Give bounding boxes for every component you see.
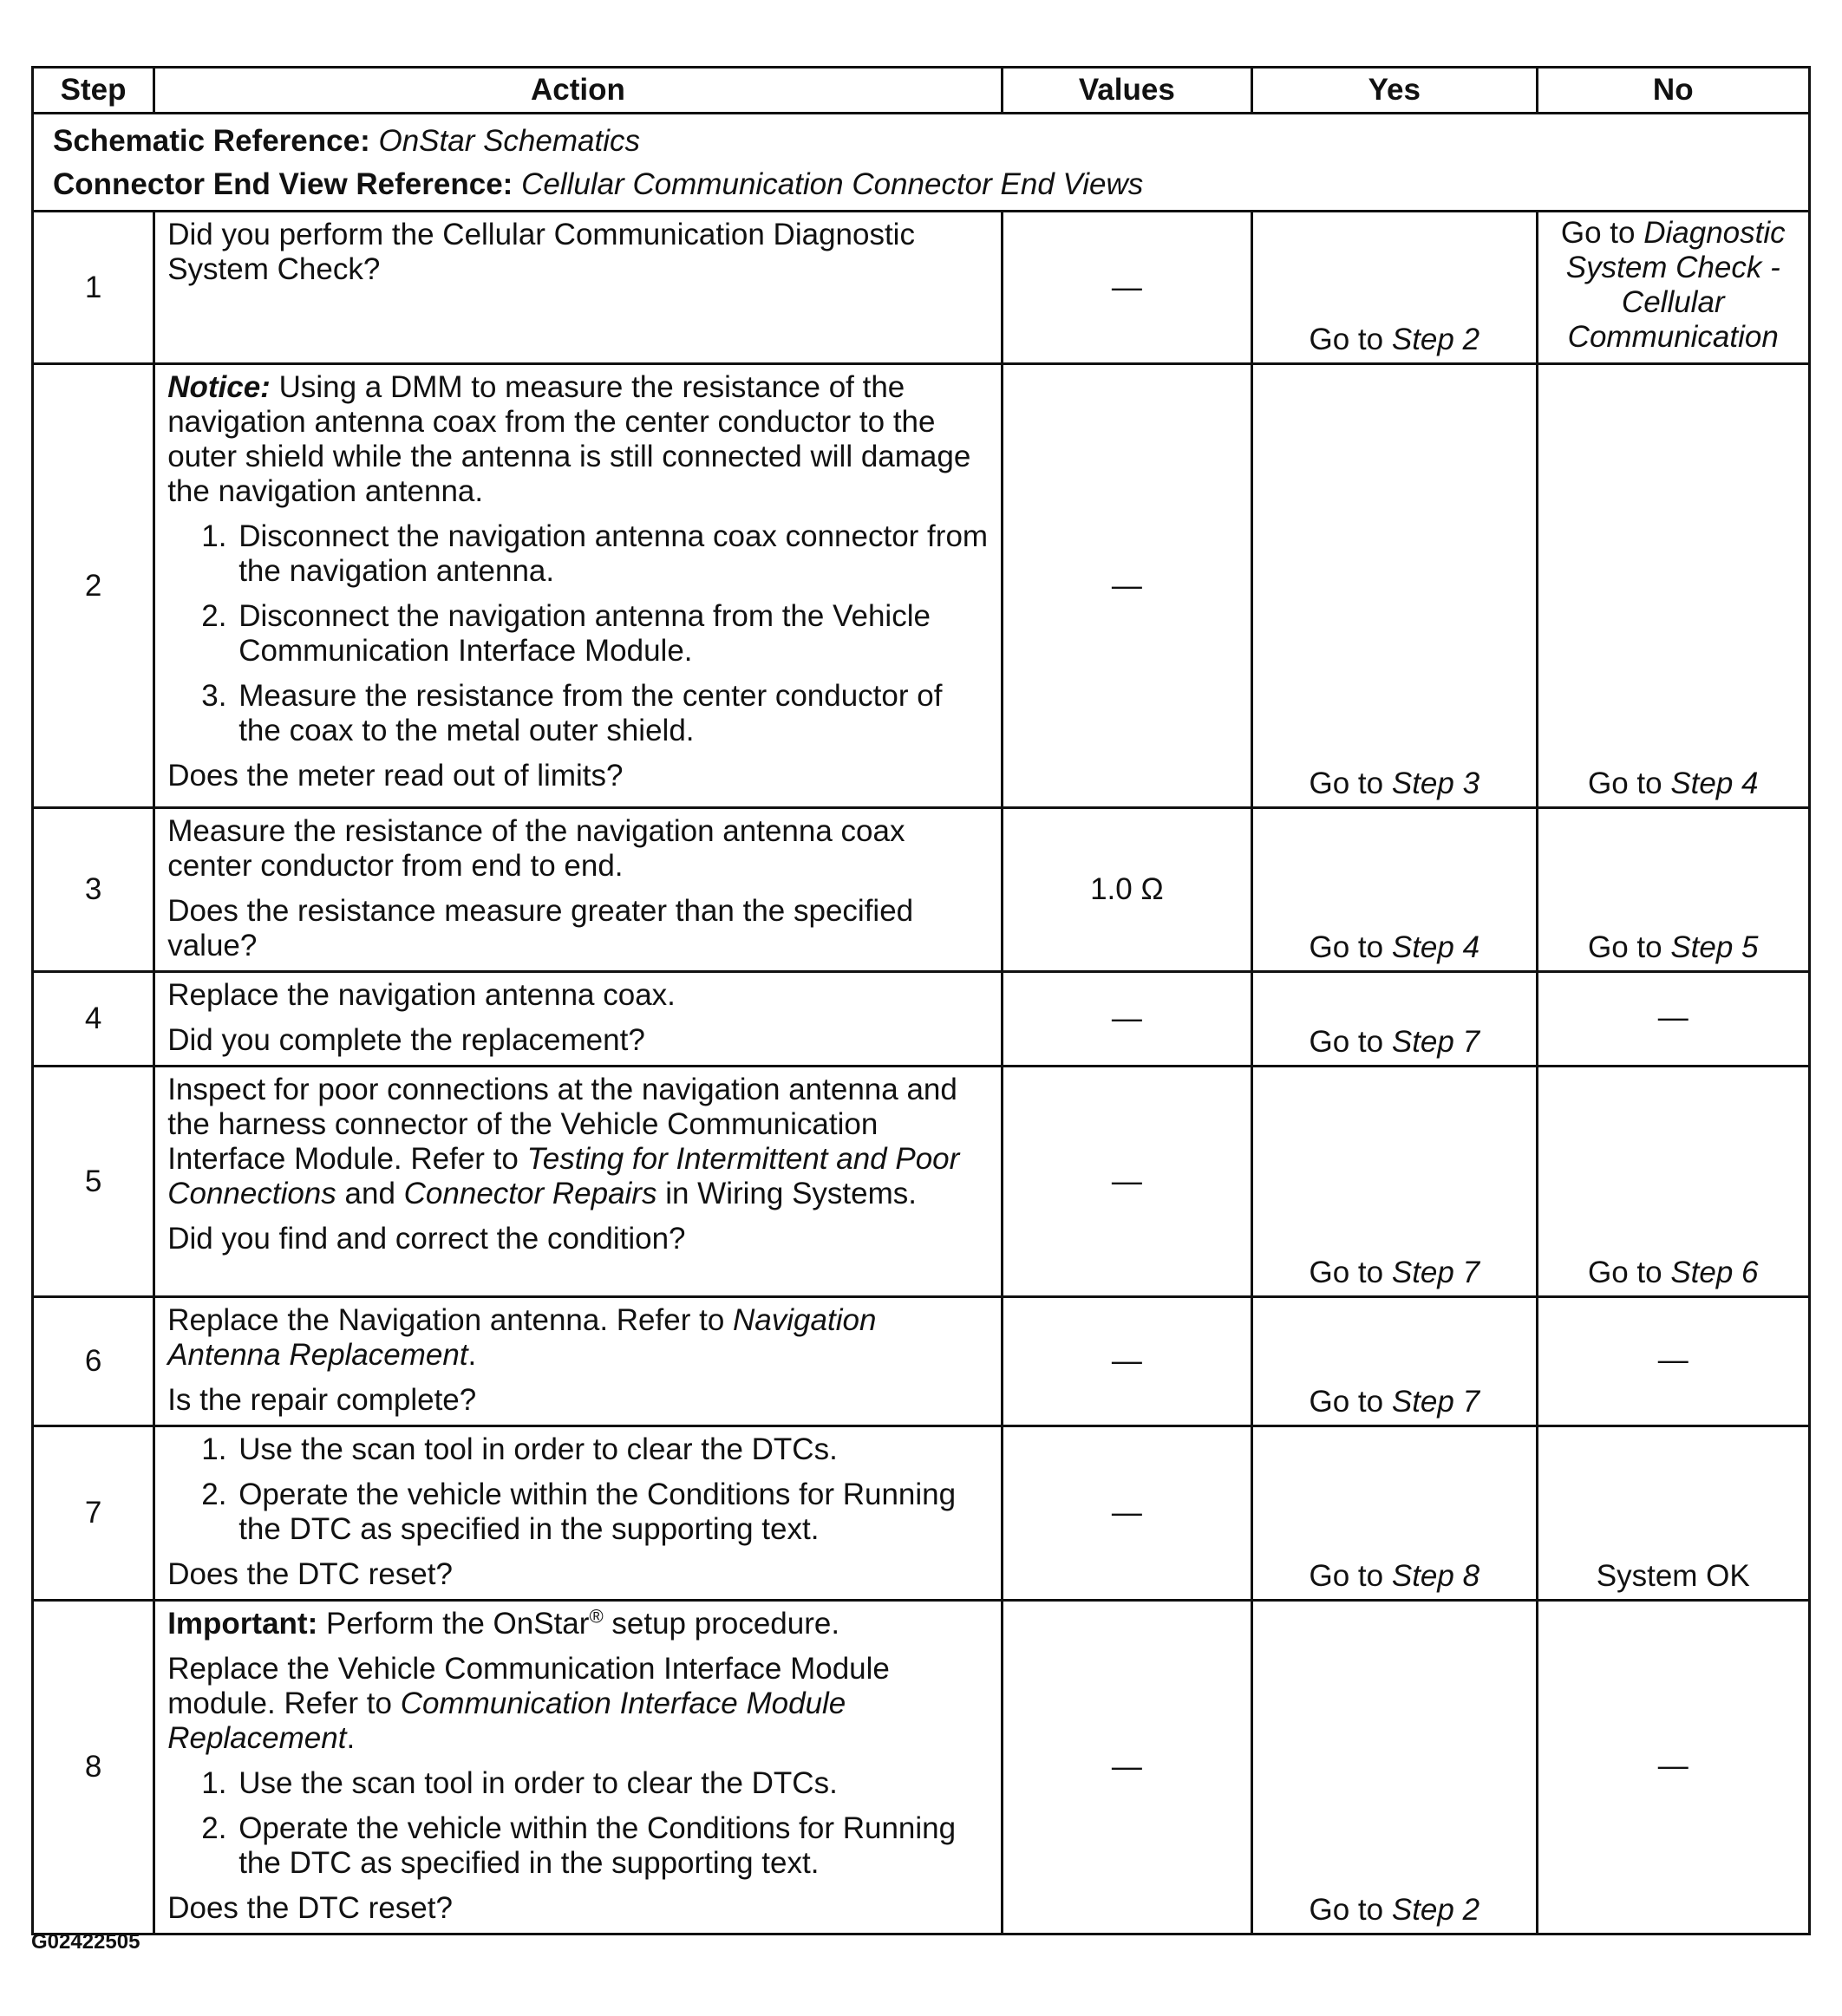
header-no: No: [1537, 68, 1809, 114]
step-instruction: Measure the resistance of the navigation antenna coax center conductor from end to end.: [167, 814, 905, 883]
table-row: [33, 1601, 1810, 1934]
step-yes: [1252, 212, 1537, 364]
schematic-reference: [53, 120, 1789, 163]
important-paragraph: [167, 1607, 988, 1641]
step-number: 1: [33, 212, 154, 364]
step-question: Does the DTC reset?: [167, 1557, 453, 1591]
step-values: —: [1002, 1067, 1251, 1297]
step-no: —: [1537, 1297, 1809, 1426]
step-link[interactable]: Step 7: [1391, 1025, 1480, 1059]
connector-reference: [53, 163, 1789, 206]
instruction-text: Replace the Navigation antenna. Refer to: [167, 1303, 725, 1337]
go-to-text: Go to: [1587, 767, 1662, 800]
go-to-text: Go to: [1309, 1385, 1384, 1419]
step-yes: [1252, 972, 1537, 1067]
instruction-text: Replace the Vehicle Communication Interface Module module. Refer to: [167, 1652, 890, 1720]
step-no: [1537, 1067, 1809, 1297]
go-to-text: Go to: [1309, 323, 1384, 356]
step-number: 7: [33, 1426, 154, 1601]
step-no: —: [1537, 972, 1809, 1067]
step-values: —: [1002, 972, 1251, 1067]
step-values: —: [1002, 1297, 1251, 1426]
step-question: Did you complete the replacement?: [167, 1023, 645, 1057]
step-yes: [1252, 1601, 1537, 1934]
diagnostic-link-line4[interactable]: Communication: [1567, 320, 1779, 354]
communication-module-replacement-link[interactable]: Communication Interface Module Replacement: [167, 1687, 846, 1755]
step-values: —: [1002, 364, 1251, 808]
step-values: —: [1002, 1426, 1251, 1601]
step-action: [154, 1067, 1002, 1297]
header-yes: Yes: [1252, 68, 1537, 114]
step-link[interactable]: Step 2: [1391, 323, 1480, 356]
go-to-text: Go to: [1309, 767, 1384, 800]
step-yes: [1252, 808, 1537, 972]
list-item: 2. Disconnect the navigation antenna from the Vehicle Communication Interface Module.: [235, 599, 988, 669]
go-to-text: Go to: [1587, 1256, 1662, 1289]
go-to-text: Go to: [1309, 1893, 1384, 1927]
notice-label: Notice:: [167, 370, 271, 404]
step-question: Is the repair complete?: [167, 1383, 477, 1417]
table-row: [33, 1297, 1810, 1426]
important-text: setup procedure.: [611, 1607, 840, 1641]
step-instruction: [167, 1652, 988, 1756]
step-action: [154, 1601, 1002, 1934]
instruction-text: .: [346, 1721, 356, 1755]
step-link[interactable]: Step 4: [1391, 930, 1480, 964]
step-action: [154, 808, 1002, 972]
diagnostic-link-line2[interactable]: System Check -: [1565, 251, 1780, 284]
procedure-list: [167, 519, 988, 748]
step-link[interactable]: Step 7: [1391, 1385, 1480, 1419]
step-instruction: Replace the navigation antenna coax.: [167, 978, 676, 1012]
table-row: [33, 808, 1810, 972]
notice-paragraph: [167, 370, 988, 509]
step-instruction: [167, 1073, 988, 1211]
instruction-text: Inspect for poor connections at the navigation antenna and the harness connector of the Vehicle Communication Interface Module. Refer to: [167, 1073, 957, 1176]
step-number: 3: [33, 808, 154, 972]
step-link[interactable]: Step 6: [1670, 1256, 1759, 1289]
schematic-reference-label: Schematic Reference:: [53, 124, 370, 158]
connector-reference-label: Connector End View Reference:: [53, 167, 513, 201]
step-link[interactable]: Step 2: [1391, 1893, 1480, 1927]
step-number: 2: [33, 364, 154, 808]
step-question: Did you perform the Cellular Communication Diagnostic System Check?: [167, 218, 915, 286]
step-question: Does the resistance measure greater than the specified value?: [167, 894, 914, 962]
reference-row: [33, 114, 1810, 212]
step-link[interactable]: Step 5: [1670, 930, 1759, 964]
table-row: [33, 212, 1810, 364]
step-action: [154, 364, 1002, 808]
header-values: Values: [1002, 68, 1251, 114]
step-link[interactable]: Step 7: [1391, 1256, 1480, 1289]
instruction-text: in Wiring Systems.: [665, 1177, 917, 1210]
header-action: Action: [154, 68, 1002, 114]
header-row: [33, 68, 1810, 114]
reference-cell: [33, 114, 1810, 212]
step-values: —: [1002, 212, 1251, 364]
connector-repairs-link[interactable]: Connector Repairs: [403, 1177, 657, 1210]
instruction-text: and: [344, 1177, 395, 1210]
step-action: [154, 972, 1002, 1067]
instruction-text: .: [467, 1338, 477, 1372]
figure-id: G02422505: [31, 1930, 140, 1954]
step-instruction: [167, 1303, 988, 1373]
go-to-text: Go to: [1309, 1256, 1384, 1289]
step-number: 6: [33, 1297, 154, 1426]
step-values: —: [1002, 1601, 1251, 1934]
important-text: Perform the OnStar: [325, 1607, 590, 1641]
diagnostic-link-line1[interactable]: Diagnostic: [1643, 216, 1786, 250]
step-link[interactable]: Step 4: [1670, 767, 1759, 800]
list-item: 1. Use the scan tool in order to clear the DTCs.: [235, 1432, 988, 1467]
go-to-text: Go to: [1560, 216, 1636, 250]
notice-text: Using a DMM to measure the resistance of the navigation antenna coax from the center conductor to the outer shield while the antenna is still connected will damage the navigation antenna.: [167, 370, 971, 508]
registered-mark: ®: [589, 1605, 604, 1628]
list-item: 3. Measure the resistance from the center conductor of the coax to the metal outer shield.: [235, 679, 988, 748]
navigation-antenna-replacement-link[interactable]: Navigation Antenna Replacement: [167, 1303, 877, 1372]
step-yes: [1252, 1067, 1537, 1297]
step-action: [154, 212, 1002, 364]
go-to-text: Go to: [1309, 1559, 1384, 1593]
table-row: [33, 364, 1810, 808]
procedure-list: [167, 1432, 988, 1547]
step-values: 1.0 Ω: [1002, 808, 1251, 972]
step-yes: [1252, 1426, 1537, 1601]
step-no: [1537, 808, 1809, 972]
step-no: —: [1537, 1601, 1809, 1934]
step-question: Did you find and correct the condition?: [167, 1222, 686, 1256]
schematic-reference-link[interactable]: OnStar Schematics: [378, 124, 640, 158]
procedure-list: [167, 1766, 988, 1881]
table-row: [33, 1067, 1810, 1297]
connector-reference-link[interactable]: Cellular Communication Connector End Views: [521, 167, 1144, 201]
testing-connections-link[interactable]: Testing for Intermittent and Poor Connections: [167, 1142, 960, 1210]
list-item: 1. Disconnect the navigation antenna coax connector from the navigation antenna.: [235, 519, 988, 589]
list-item: 2. Operate the vehicle within the Conditions for Running the DTC as specified in the supporting text.: [235, 1478, 988, 1547]
step-question: Does the DTC reset?: [167, 1891, 453, 1925]
go-to-text: Go to: [1309, 930, 1384, 964]
header-step: Step: [33, 68, 154, 114]
table-row: [33, 1426, 1810, 1601]
diagnostic-table: [31, 66, 1811, 1935]
step-yes: [1252, 1297, 1537, 1426]
step-link[interactable]: Step 3: [1391, 767, 1480, 800]
step-question: Does the meter read out of limits?: [167, 759, 624, 793]
step-number: 5: [33, 1067, 154, 1297]
important-label: Important:: [167, 1607, 318, 1641]
step-link[interactable]: Step 8: [1391, 1559, 1480, 1593]
step-action: [154, 1426, 1002, 1601]
step-action: [154, 1297, 1002, 1426]
table-row: [33, 972, 1810, 1067]
step-number: 4: [33, 972, 154, 1067]
step-no: System OK: [1537, 1426, 1809, 1601]
list-item: 2. Operate the vehicle within the Conditions for Running the DTC as specified in the supporting text.: [235, 1811, 988, 1881]
step-yes: [1252, 364, 1537, 808]
go-to-text: Go to: [1309, 1025, 1384, 1059]
step-no: [1537, 212, 1809, 364]
go-to-text: Go to: [1587, 930, 1662, 964]
step-number: 8: [33, 1601, 154, 1934]
step-no: [1537, 364, 1809, 808]
list-item: 1. Use the scan tool in order to clear the DTCs.: [235, 1766, 988, 1801]
diagnostic-link-line3[interactable]: Cellular: [1621, 285, 1725, 319]
